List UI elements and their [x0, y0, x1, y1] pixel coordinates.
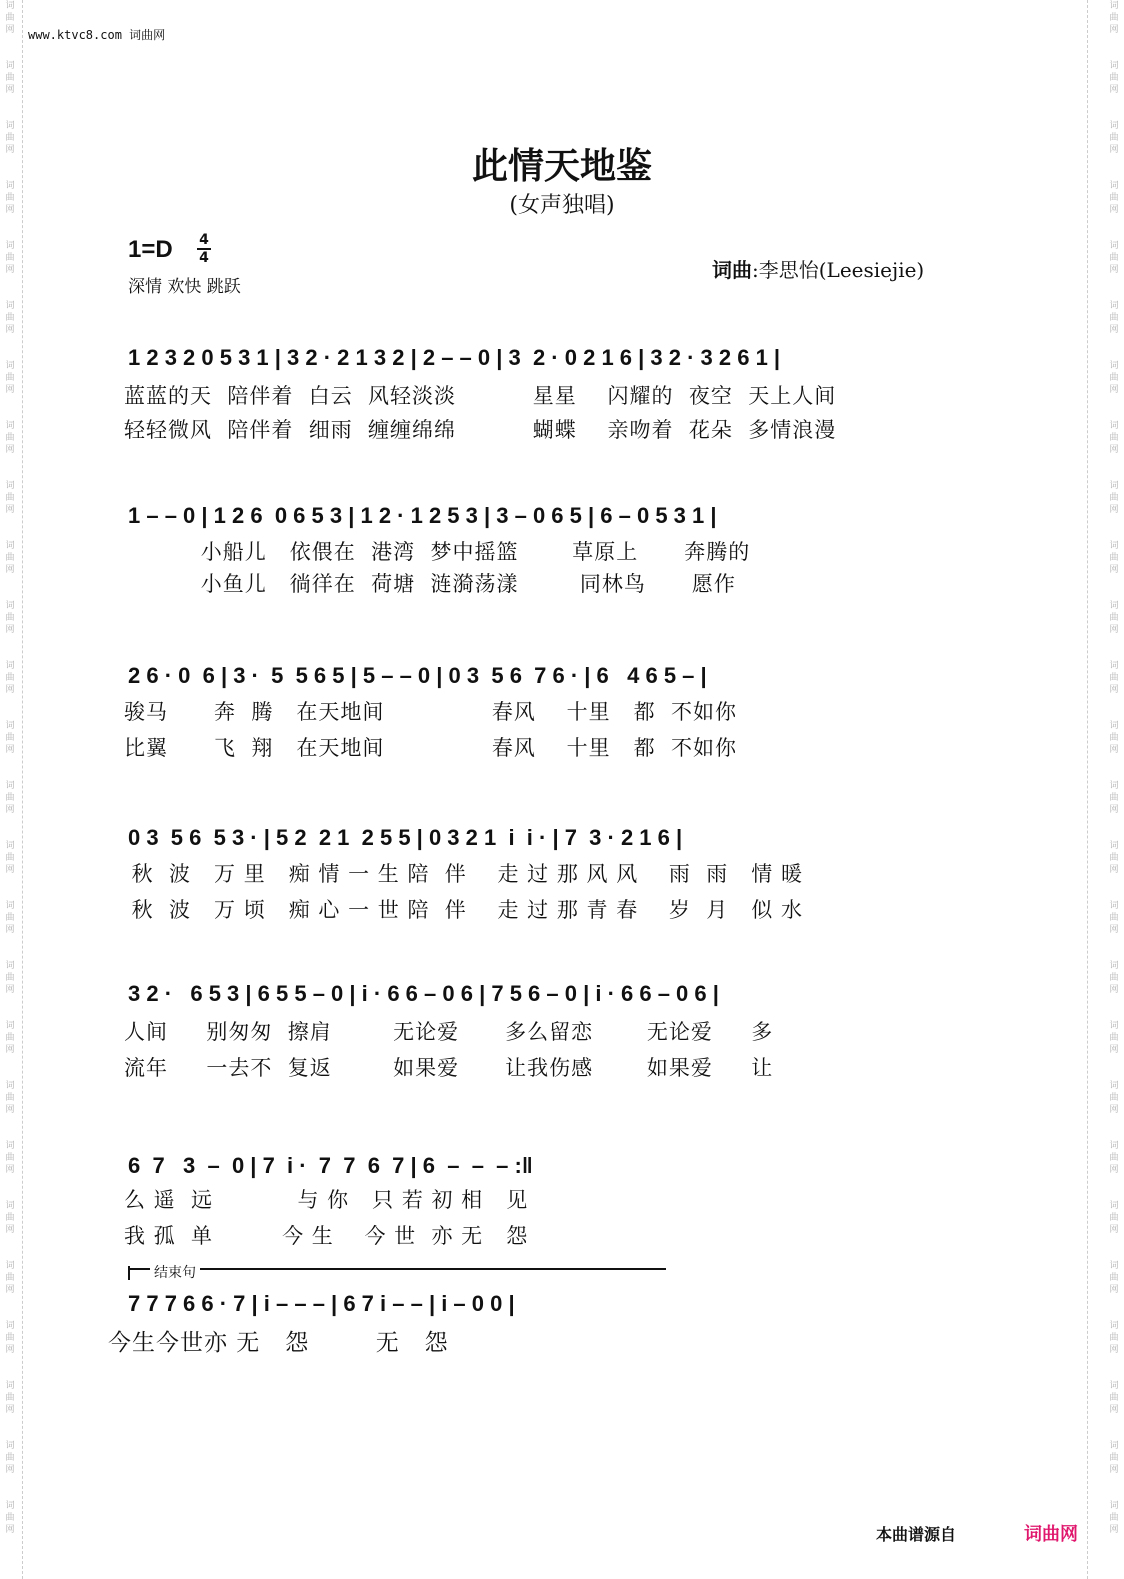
watermark-text: 词 曲 网 — [1109, 181, 1119, 215]
lyric-row-6-verse-1: 么 遥 远 与 你 只 若 初 相 见 — [124, 1188, 529, 1212]
watermark-text: 词 曲 网 — [5, 601, 15, 635]
lyric-row-7-verse-1: 今生今世亦 无 怨 无 怨 — [108, 1330, 449, 1356]
watermark-text: 词 曲 网 — [1109, 1081, 1119, 1115]
credits-label: 词曲 — [712, 258, 752, 282]
notes-row-2: 1 – – 0 | 1 2 6 0 6 5 3 | 1 2 · 1 2 5 3 | 3 – 0 6 5 | 6 – 0 5 3 1 | — [128, 503, 717, 528]
watermark-text: 词 曲 网 — [1109, 421, 1119, 455]
notes-row-6: 6 7 3 – 0 | 7 i · 7 7 6 7 | 6 – – – :‖ — [128, 1153, 533, 1178]
watermark-text: 词 曲 网 — [5, 301, 15, 335]
footer-brand-link[interactable]: 词曲网 — [1024, 1524, 1078, 1545]
time-top: 4 — [199, 232, 209, 248]
ending-bracket-line — [128, 1268, 666, 1270]
watermark-text: 词 曲 网 — [5, 421, 15, 455]
watermark-text: 词 曲 网 — [5, 781, 15, 815]
watermark-text: 词 曲 网 — [1109, 841, 1119, 875]
lyric-row-1-verse-2: 轻轻微风 陪伴着 细雨 缠缠绵绵 蝴蝶 亲吻着 花朵 多情浪漫 — [124, 418, 837, 442]
lyric-row-6-verse-2: 我 孤 单 今 生 今 世 亦 无 怨 — [124, 1224, 529, 1248]
watermark-text: 词 曲 网 — [5, 61, 15, 95]
watermark-text: 词 曲 网 — [1109, 541, 1119, 575]
watermark-text: 词 曲 网 — [5, 541, 15, 575]
lyric-row-3-verse-1: 骏马 奔 腾 在天地间 春风 十里 都 不如你 — [124, 700, 737, 724]
watermark-text: 词 曲 网 — [5, 1201, 15, 1235]
lyric-row-4-verse-1: 秋 波 万 里 痴 情 一 生 陪 伴 走 过 那 风 风 雨 雨 情 暖 — [124, 862, 803, 886]
watermark-text: 词 曲 网 — [1109, 781, 1119, 815]
watermark-text: 词 曲 网 — [5, 1381, 15, 1415]
watermark-text: 词 曲 网 — [1109, 1261, 1119, 1295]
watermark-text: 词 曲 网 — [1109, 1021, 1119, 1055]
watermark-text: 词 曲 网 — [5, 1501, 15, 1535]
watermark-text: 词 曲 网 — [5, 361, 15, 395]
watermark-text: 词 曲 网 — [5, 1321, 15, 1355]
lyric-row-4-verse-2: 秋 波 万 顷 痴 心 一 世 陪 伴 走 过 那 青 春 岁 月 似 水 — [124, 898, 803, 922]
watermark-text: 词 曲 网 — [5, 481, 15, 515]
site-url: www.ktvc8.com 词曲网 — [28, 28, 166, 42]
watermark-text: 词 曲 网 — [1109, 1441, 1119, 1475]
watermark-text: 词 曲 网 — [5, 1081, 15, 1115]
notes-row-3: 2 6 · 0 6 | 3 · 5 5 6 5 | 5 – – 0 | 0 3 5 6 7 6 · | 6 4 6 5 – | — [128, 663, 707, 688]
watermark-text: 词 曲 网 — [5, 1021, 15, 1055]
watermark-right — [1104, 0, 1124, 1579]
watermark-text: 词 曲 网 — [5, 1141, 15, 1175]
watermark-text: 词 曲 网 — [1109, 1321, 1119, 1355]
lyric-row-5-verse-1: 人间 别匆匆 擦肩 无论爱 多么留恋 无论爱 多 — [124, 1020, 774, 1044]
lyric-row-2-verse-2: 小鱼儿 徜徉在 荷塘 涟漪荡漾 同林鸟 愿作 — [124, 572, 736, 596]
watermark-text: 词 曲 网 — [1109, 1501, 1119, 1535]
time-signature — [196, 232, 212, 266]
key-signature: 1=D — [128, 236, 173, 263]
watermark-text: 词 曲 网 — [5, 241, 15, 275]
watermark-text: 词 曲 网 — [1109, 361, 1119, 395]
watermark-text: 词 曲 网 — [1109, 1381, 1119, 1415]
watermark-text: 词 曲 网 — [5, 181, 15, 215]
ending-label: 结束句 — [150, 1262, 200, 1282]
watermark-text: 词 曲 网 — [1109, 961, 1119, 995]
watermark-text: 词 曲 网 — [1109, 1, 1119, 35]
watermark-text: 词 曲 网 — [1109, 61, 1119, 95]
watermark-text: 词 曲 网 — [1109, 901, 1119, 935]
watermark-text: 词 曲 网 — [5, 961, 15, 995]
time-bottom: 4 — [199, 250, 209, 266]
watermark-text: 词 曲 网 — [5, 1261, 15, 1295]
credits — [712, 254, 924, 283]
watermark-text: 词 曲 网 — [1109, 241, 1119, 275]
tempo-marking: 深情 欢快 跳跃 — [128, 277, 241, 297]
watermark-text: 词 曲 网 — [1109, 661, 1119, 695]
watermark-text: 词 曲 网 — [5, 1441, 15, 1475]
watermark-text: 词 曲 网 — [1109, 301, 1119, 335]
watermark-text: 词 曲 网 — [1109, 601, 1119, 635]
song-subtitle: (女声独唱) — [509, 193, 615, 218]
credits-value: :李思怡(Leesiejie) — [752, 258, 925, 282]
watermark-left — [0, 0, 20, 1579]
watermark-text: 词 曲 网 — [1109, 1141, 1119, 1175]
watermark-text: 词 曲 网 — [1109, 121, 1119, 155]
lyric-row-1-verse-1: 蓝蓝的天 陪伴着 白云 风轻淡淡 星星 闪耀的 夜空 天上人间 — [124, 384, 837, 408]
lyric-row-5-verse-2: 流年 一去不 复返 如果爱 让我伤感 如果爱 让 — [124, 1056, 774, 1080]
watermark-text: 词 曲 网 — [1109, 721, 1119, 755]
watermark-text: 词 曲 网 — [5, 901, 15, 935]
watermark-text: 词 曲 网 — [5, 841, 15, 875]
watermark-text: 词 曲 网 — [1109, 1201, 1119, 1235]
watermark-text: 词 曲 网 — [5, 1, 15, 35]
notes-row-7: 7 7 7 6 6 · 7 | i – – – | 6 7 i – – | i – 0 0 | — [128, 1291, 515, 1316]
watermark-text: 词 曲 网 — [5, 721, 15, 755]
song-title: 此情天地鉴 — [471, 145, 652, 187]
notes-row-5: 3 2 · 6 5 3 | 6 5 5 – 0 | i · 6 6 – 0 6 | 7 5 6 – 0 | i · 6 6 – 0 6 | — [128, 981, 719, 1006]
lyric-row-2-verse-1: 小船儿 依偎在 港湾 梦中摇篮 草原上 奔腾的 — [124, 540, 751, 564]
footer-source: 本曲谱源自 — [876, 1525, 957, 1544]
watermark-text: 词 曲 网 — [5, 121, 15, 155]
lyric-row-3-verse-2: 比翼 飞 翔 在天地间 春风 十里 都 不如你 — [124, 736, 737, 760]
watermark-text: 词 曲 网 — [1109, 481, 1119, 515]
notes-row-1: 1 2 3 2 0 5 3 1 | 3 2 · 2 1 3 2 | 2 – – 0 | 3 2 · 0 2 1 6 | 3 2 · 3 2 6 1 | — [128, 345, 781, 370]
notes-row-4: 0 3 5 6 5 3 · | 5 2 2 1 2 5 5 | 0 3 2 1 i i · | 7 3 · 2 1 6 | — [128, 825, 683, 850]
watermark-text: 词 曲 网 — [5, 661, 15, 695]
